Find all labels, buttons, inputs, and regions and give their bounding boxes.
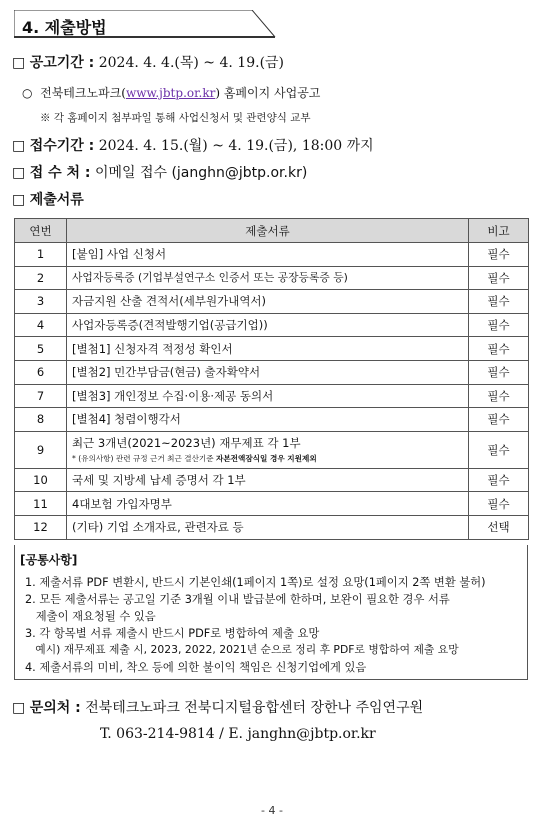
announce-period-label: 공고기간 : <box>29 55 95 71</box>
row-note: 필수 <box>469 468 529 492</box>
common-notes-box <box>14 545 528 680</box>
row-note: 필수 <box>469 408 529 432</box>
row-no: 1 <box>15 243 67 267</box>
announce-post: ) 홈페이지 사업공고 <box>215 86 321 100</box>
row-no: 12 <box>15 515 67 539</box>
row-doc: 최근 3개년(2021~2023년) 재무제표 각 1부 <box>72 436 301 451</box>
announce-site-row <box>22 84 320 101</box>
row-note: 필수 <box>469 360 529 384</box>
row-note: 필수 <box>469 492 529 516</box>
announce-pre: 전북테크노파크( <box>40 86 126 100</box>
row-note: 필수 <box>469 337 529 361</box>
submit-to-value: 이메일 접수 (janghn@jbtp.or.kr) <box>94 165 308 181</box>
row-doc: [별첨4] 청렴이행각서 <box>67 408 469 432</box>
row-doc: [붙임] 사업 신청서 <box>67 243 469 267</box>
contact-row <box>12 697 423 717</box>
checkbox-marker: □ <box>12 138 26 154</box>
common-note-line: 1. 제출서류 PDF 변환시, 반드시 기본인쇄(1페이지 1쪽)로 설정 요망(1페이지 2쪽 변환 불허) <box>25 576 486 589</box>
table-row <box>15 384 529 408</box>
common-note-line: 예시) 재무제표 제출 시, 2023, 2022, 2021년 순으로 정리 후 PDF로 병합하여 제출 요망 <box>25 643 459 656</box>
row-no: 3 <box>15 290 67 314</box>
table-row <box>15 313 529 337</box>
circle-bullet: ○ <box>22 86 33 100</box>
checkbox-marker: □ <box>12 700 26 716</box>
row-doc: 사업자등록증(견적발행기업(공급기업)) <box>67 313 469 337</box>
row-note: 필수 <box>469 313 529 337</box>
row-doc: 사업자등록증 (기업부설연구소 인증서 또는 공장등록증 등) <box>67 266 469 290</box>
documents-table <box>14 218 529 540</box>
row-no: 11 <box>15 492 67 516</box>
receipt-period-label: 접수기간 : <box>29 138 95 154</box>
table-row <box>15 266 529 290</box>
caution-bold-text: 자본전액잠식일 경우 지원제외 <box>216 454 317 464</box>
row-no: 8 <box>15 408 67 432</box>
announce-period-value: 2024. 4. 4.(목) ~ 4. 19.(금) <box>98 55 285 71</box>
submit-to-row <box>12 162 307 182</box>
row-no: 6 <box>15 360 67 384</box>
row-doc-financial <box>67 431 469 468</box>
caution-text: * (유의사항) 관련 규정 근거 최근 결산기준 <box>72 454 216 464</box>
table-row <box>15 243 529 267</box>
table-row <box>15 468 529 492</box>
page-number: - 4 - <box>261 804 283 817</box>
contact-label: 문의처 : <box>29 700 81 716</box>
row-note: 선택 <box>469 515 529 539</box>
attachment-notice: ※ 각 홈페이지 첨부파일 통해 사업신청서 및 관련양식 교부 <box>40 112 311 124</box>
section-title: 4. 제출방법 <box>22 18 107 37</box>
row-note: 필수 <box>469 266 529 290</box>
checkbox-marker: □ <box>12 165 26 181</box>
row-no: 10 <box>15 468 67 492</box>
row-doc: [별첨2] 민간부담금(현금) 출자확약서 <box>67 360 469 384</box>
site-link[interactable]: www.jbtp.or.kr <box>125 86 216 100</box>
row-no: 7 <box>15 384 67 408</box>
row-doc: [별첨3] 개인정보 수집·이용·제공 동의서 <box>67 384 469 408</box>
header-doc: 제출서류 <box>67 219 469 243</box>
row-doc-caution <box>72 453 463 464</box>
announce-period-row <box>12 52 284 72</box>
table-row <box>15 337 529 361</box>
row-no: 2 <box>15 266 67 290</box>
table-row <box>15 492 529 516</box>
table-row <box>15 408 529 432</box>
common-note-line: 4. 제출서류의 미비, 착오 등에 의한 불이익 책임은 신청기업에게 있음 <box>25 661 367 674</box>
row-note: 필수 <box>469 431 529 468</box>
common-note-line: 3. 각 항목별 서류 제출시 반드시 PDF로 병합하여 제출 요망 <box>25 627 320 640</box>
common-note-line: 제출이 재요청될 수 있음 <box>25 610 156 623</box>
docs-title-row <box>12 189 84 209</box>
checkbox-marker: □ <box>12 192 26 208</box>
common-notes-title: [공통사항] <box>20 553 78 567</box>
row-doc: (기타) 기업 소개자료, 관련자료 등 <box>67 515 469 539</box>
contact-value: 전북테크노파크 전북디지털융합센터 장한나 주임연구원 <box>85 700 424 716</box>
row-doc: [별첨1] 신청자격 적정성 확인서 <box>67 337 469 361</box>
row-no: 4 <box>15 313 67 337</box>
table-header-row <box>15 219 529 243</box>
contact-phone-email: T. 063-214-9814 / E. janghn@jbtp.or.kr <box>100 726 376 742</box>
table-row <box>15 360 529 384</box>
table-row <box>15 431 529 468</box>
receipt-period-value: 2024. 4. 15.(월) ~ 4. 19.(금), 18:00 까지 <box>98 138 374 154</box>
table-row <box>15 290 529 314</box>
docs-title-label: 제출서류 <box>29 192 84 208</box>
row-no: 5 <box>15 337 67 361</box>
row-no: 9 <box>15 431 67 468</box>
row-note: 필수 <box>469 243 529 267</box>
row-note: 필수 <box>469 384 529 408</box>
row-doc: 4대보험 가입자명부 <box>67 492 469 516</box>
common-note-line: 2. 모든 제출서류는 공고일 기준 3개월 이내 발급분에 한하며, 보완이 필요한 경우 서류 <box>25 593 450 606</box>
row-doc: 자금지원 산출 견적서(세부원가내역서) <box>67 290 469 314</box>
row-note: 필수 <box>469 290 529 314</box>
section-title-tab <box>14 10 276 38</box>
submit-to-label: 접 수 처 : <box>29 165 91 181</box>
receipt-period-row <box>12 135 374 155</box>
table-row <box>15 515 529 539</box>
row-doc: 국세 및 지방세 납세 증명서 각 1부 <box>67 468 469 492</box>
header-note: 비고 <box>469 219 529 243</box>
checkbox-marker: □ <box>12 55 26 71</box>
header-no: 연번 <box>15 219 67 243</box>
